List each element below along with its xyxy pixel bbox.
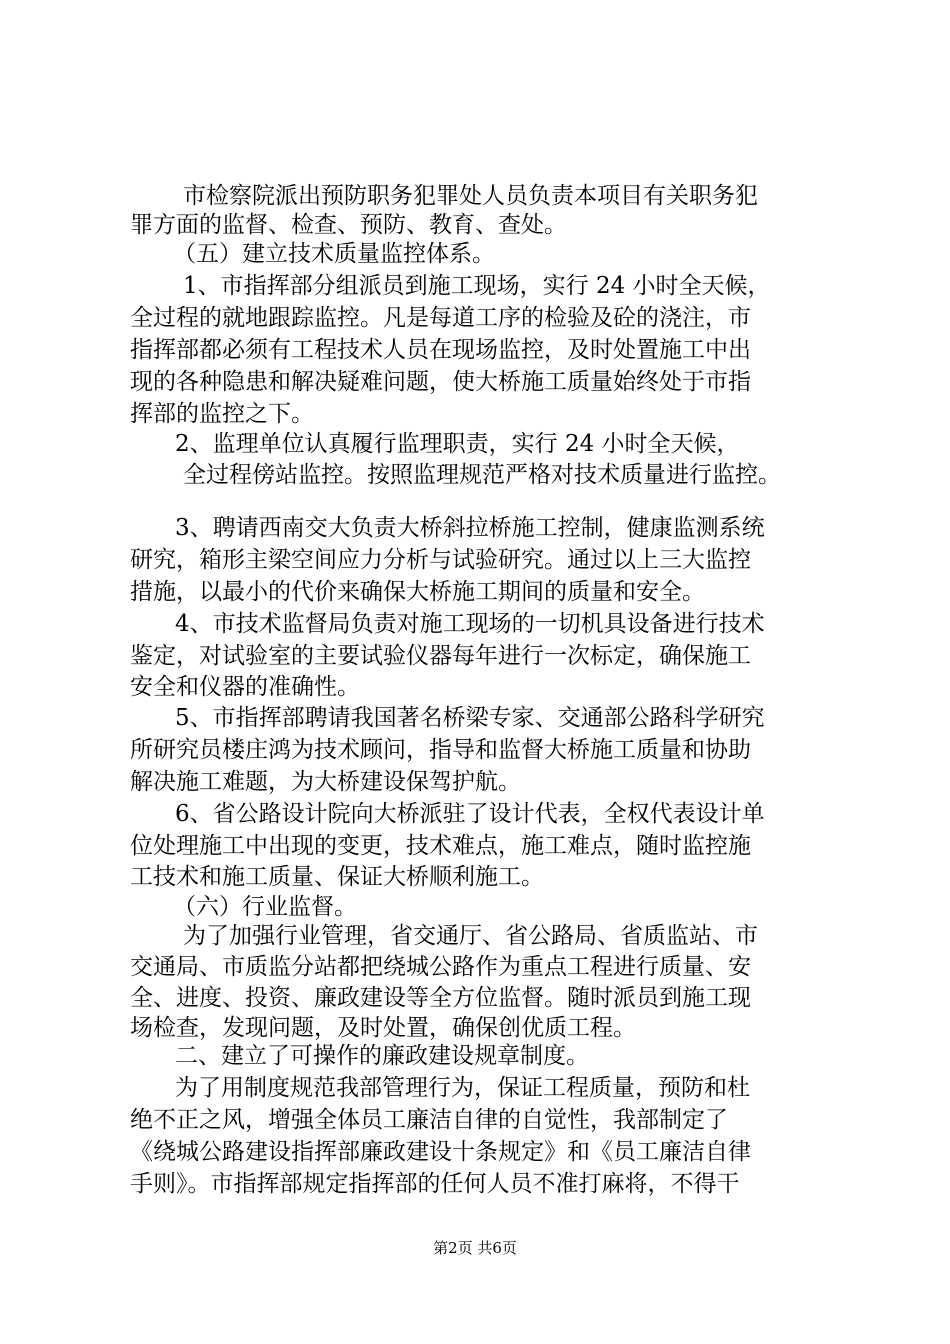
- text-line: 交通局、市质监分站都把绕城公路作为重点工程进行质量、安: [130, 954, 751, 980]
- text-line: 全过程傍站监控。按照监理规范严格对技术质量进行监控。: [183, 462, 781, 488]
- text-line: 位处理施工中出现的变更，技术难点，施工难点，随时监控施: [130, 833, 751, 859]
- text-line: 5、市指挥部聘请我国著名桥梁专家、交通部公路科学研究: [175, 705, 765, 731]
- text-line: 解决施工难题，为大桥建设保驾护航。: [130, 769, 521, 795]
- text-line: 研究，箱形主梁空间应力分析与试验研究。通过以上三大监控: [130, 547, 751, 573]
- text-line: 罪方面的监督、检查、预防、教育、查处。: [130, 212, 567, 238]
- text-line: 1、市指挥部分组派员到施工现场，实行 24 小时全天候，: [183, 273, 771, 299]
- text-line: 全、进度、投资、廉政建设等全方位监督。随时派员到施工现: [130, 985, 751, 1011]
- section-heading: 二、建立了可操作的廉政建设规章制度。: [175, 1043, 589, 1069]
- text-line: 安全和仪器的准确性。: [130, 674, 360, 700]
- text-line: 措施，以最小的代价来确保大桥施工期间的质量和安全。: [130, 579, 705, 605]
- text-line: 场检查，发现问题，及时处置，确保创优质工程。: [130, 1015, 636, 1041]
- section-heading: （六）行业监督。: [173, 894, 357, 920]
- text-line: 为了加强行业管理，省交通厅、省公路局、省质监站、市: [183, 923, 758, 949]
- text-line: 指挥部都必须有工程技术人员在现场监控，及时处置施工中出: [130, 337, 751, 363]
- text-line: 6、省公路设计院向大桥派驻了设计代表，全权代表设计单: [175, 801, 765, 827]
- section-heading: （五）建立技术质量监控体系。: [173, 241, 495, 267]
- text-line: 鉴定，对试验室的主要试验仪器每年进行一次标定，确保施工: [130, 643, 751, 669]
- text-line: 工技术和施工质量、保证大桥顺利施工。: [130, 864, 544, 890]
- text-line: 挥部的监控之下。: [130, 401, 314, 427]
- text-line: 手则》。市指挥部规定指挥部的任何人员不准打麻将，不得干: [130, 1171, 740, 1197]
- text-line: 《绕城公路建设指挥部廉政建设十条规定》和《员工廉洁自律: [130, 1139, 751, 1165]
- text-line: 为了用制度规范我部管理行为，保证工程质量，预防和杜: [175, 1075, 750, 1101]
- text-line: 绝不正之风，增强全体员工廉洁自律的自觉性，我部制定了: [130, 1107, 728, 1133]
- text-line: 2、监理单位认真履行监理职责，实行 24 小时全天候，: [175, 431, 740, 457]
- text-line: 全过程的就地跟踪监控。凡是每道工序的检验及砼的浇注，市: [130, 305, 751, 331]
- text-line: 所研究员楼庄鸿为技术顾问，指导和监督大桥施工质量和协助: [130, 737, 751, 763]
- text-line: 3、聘请西南交大负责大桥斜拉桥施工控制，健康监测系统: [175, 515, 765, 541]
- text-line: 4、市技术监督局负责对施工现场的一切机具设备进行技术: [175, 611, 765, 637]
- text-line: 现的各种隐患和解决疑难问题，使大桥施工质量始终处于市指: [130, 369, 751, 395]
- text-line: 市检察院派出预防职务犯罪处人员负责本项目有关职务犯: [183, 183, 758, 209]
- page-number: 第2页 共6页: [433, 1239, 517, 1257]
